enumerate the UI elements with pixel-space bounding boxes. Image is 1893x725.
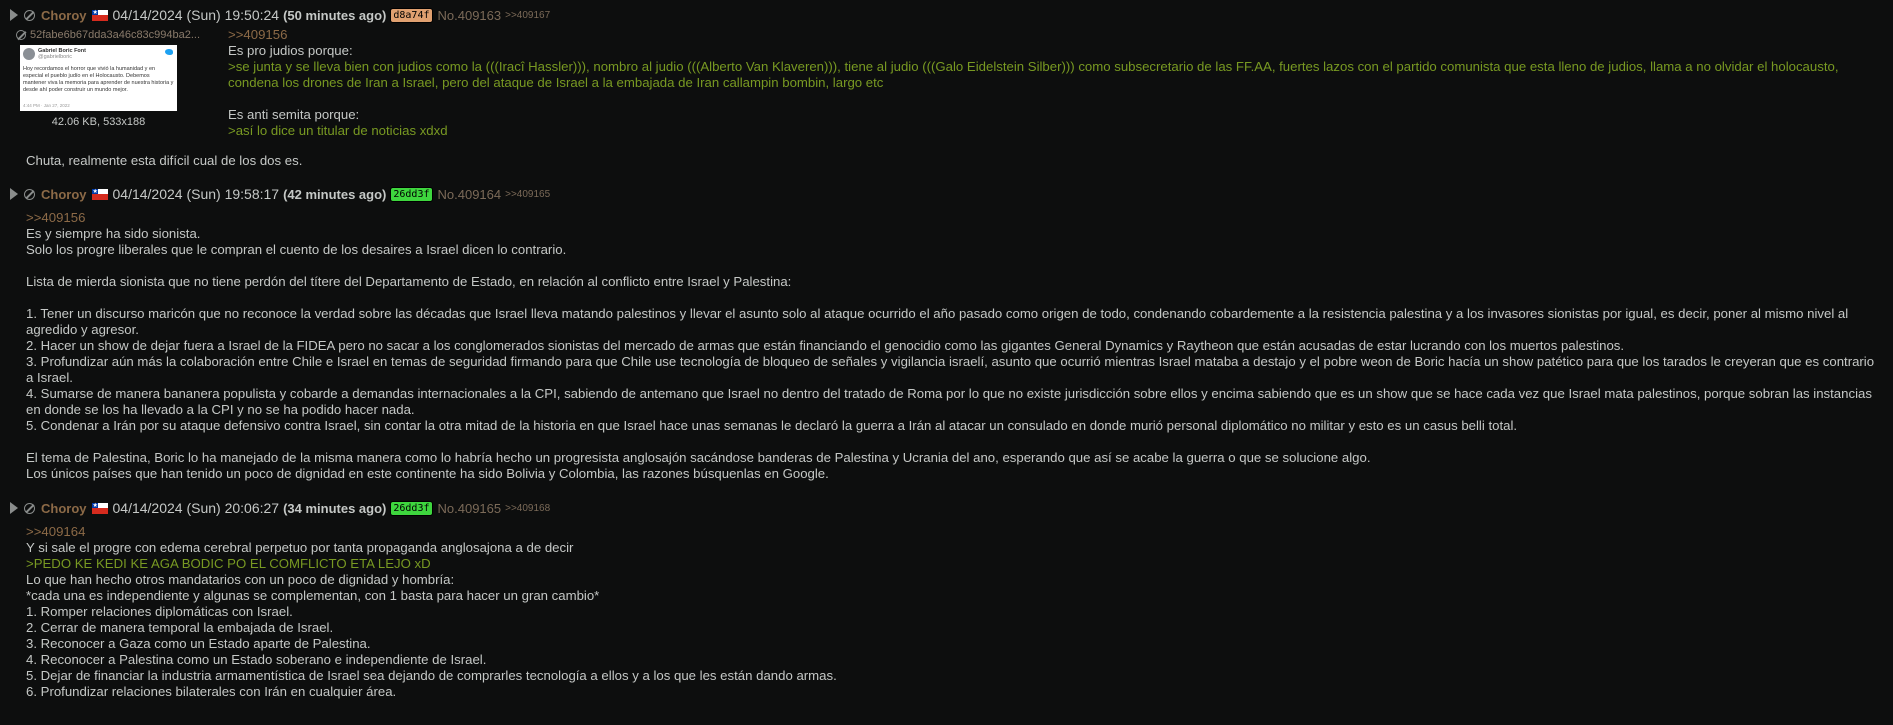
post-relative-time: (50 minutes ago) (283, 7, 387, 23)
greentext-line: >se junta y se lleva bien con judios como la (((Iracî Hassler))), nombro al judio (((Alberto Van Klaveren))), tiene al judio (((Galo Eidelstein Silber))) como subsecretario de las FF.AA, fuertes lazos con el partido comunista que esta lleno de judios, llama a no olvidar el holocausto, condena los drones de Iran a Israel, pero del ataque de Israel a la embajada de Iran callampin bombin, largo etc (228, 59, 1843, 90)
file-thumbnail[interactable] (20, 45, 177, 111)
post (0, 0, 1893, 174)
post-line: Solo los progre liberales que le compran el cuento de los desaires a Israel dicen lo contrario. (26, 242, 567, 257)
post-line: Los únicos países que han tenido un poco de dignidad en este continente ha sido Bolivia y Colombia, las razones búsquenlas en Google. (26, 466, 829, 481)
chile-flag-icon: ★ (92, 503, 108, 514)
backlink[interactable]: >>409168 (505, 502, 551, 514)
post (0, 488, 1893, 706)
hide-file-icon[interactable] (16, 30, 26, 40)
post-datetime: 04/14/2024 (Sun) 20:06:27 (112, 500, 280, 516)
post-file (16, 29, 216, 128)
post-datetime: 04/14/2024 (Sun) 19:50:24 (112, 7, 280, 23)
post-line: Lo que han hecho otros mandatarios con un poco de dignidad y hombría: (26, 572, 455, 587)
post-line: 6. Profundizar relaciones bilaterales con Irán en cualquier área. (26, 684, 397, 699)
blank-line (10, 91, 1881, 107)
poster-id[interactable]: 26dd3f (390, 187, 432, 202)
post-body (10, 204, 1881, 482)
post-line: Es pro judios porque: (228, 43, 353, 58)
post-line: 1. Tener un discurso maricón que no reconoce la verdad sobre las décadas que Israel lleva matando palestinos y llevar el asunto solo al ataque ocurrido el año pasado como origen de todo, condenando cobardemente a la resistencia palestina y a los invasores sionistas por igual, es decir, poner al mismo nivel al agredido y agresor. (26, 306, 1852, 337)
post-line: Es y siempre ha sido sionista. (26, 226, 201, 241)
post (0, 174, 1893, 488)
post-body (10, 25, 1881, 139)
blank-line (26, 290, 1881, 306)
post-line: 4. Sumarse de manera bananera populista y cobarde a demandas internacionales a la CPI, sabiendo de antemano que Israel no dentro del tratado de Roma por lo que no existe jurisdicción sobre ellos y encima sabiendo que es un show que se hace cada vez que Israel mata palestinos, porque sobran las instancias en donde se los ha llevado a la CPI y no se ha podido hacer nada. (26, 386, 1876, 417)
blank-line (26, 258, 1881, 274)
hide-post-icon[interactable] (24, 503, 35, 514)
post-relative-time: (42 minutes ago) (283, 186, 387, 202)
post-number[interactable]: No.409163 (437, 7, 502, 23)
poster-name: Choroy (41, 186, 87, 202)
post-header (10, 5, 1881, 25)
tweet-user: Gabriel Boric Font (38, 48, 86, 54)
quote-link[interactable]: >>409156 (26, 210, 86, 225)
twitter-bird-icon (165, 49, 173, 55)
file-name[interactable]: 52fabe6b67dda3a46c83c994ba2... (30, 29, 201, 41)
post-line: 4. Reconocer a Palestina como un Estado soberano e independiente de Israel. (26, 652, 487, 667)
post-header (10, 184, 1881, 204)
post-line: Es anti semita porque: (228, 107, 360, 122)
post-line: 3. Profundizar aún más la colaboración entre Chile e Israel en temas de seguridad firmando para que Chile use tecnología de bloqueo de señales y vigilancia israelí, asunto que ocurrió mientras Israel mataba a destajo y el pobre weon de Boric hacía un show patético para que los tarados le creyeran que es contrario a Israel. (26, 354, 1878, 385)
post-line: Lista de mierda sionista que no tiene perdón del títere del Departamento de Estado, en relación al conflicto entre Israel y Palestina: (26, 274, 792, 289)
file-name-row (16, 29, 216, 41)
tweet-handle: @gabrielboric (38, 54, 73, 60)
quote-link[interactable]: >>409156 (228, 27, 288, 42)
greentext-line: >PEDO KE KEDI KE AGA BODIC PO EL COMFLICTO ETA LEJO xD (26, 556, 431, 571)
poster-id[interactable]: d8a74f (390, 8, 432, 23)
blank-line (26, 434, 1881, 450)
tweet-text: Hoy recordamos el horror que vivió la humanidad y en especial el pueblo judío en el Holocausto. Debemos mantener viva la memoria para aprender de nuestra historia y desde ahí poder construir un mundo mejor. (23, 66, 174, 93)
expand-triangle-icon[interactable] (10, 188, 18, 200)
post-number[interactable]: No.409164 (437, 186, 502, 202)
tweet-avatar (23, 48, 35, 60)
post-line: 3. Reconocer a Gaza como un Estado aparte de Palestina. (26, 636, 371, 651)
post-line: 1. Romper relaciones diplomáticas con Israel. (26, 604, 293, 619)
post-header (10, 498, 1881, 518)
tweet-meta: 4:44 PM · Jan 27, 2022 (23, 103, 70, 108)
post-line: 5. Condenar a Irán por su ataque defensivo contra Israel, sin contar la otra mitad de la historia en que Israel hace unas semanas le declaró la guerra a Irán al atacar un consulado en donde murió personal diplomático no militar y esto es un casus belli total. (26, 418, 1518, 433)
post-line: *cada una es independiente y algunas se complementan, con 1 basta para hacer un gran cambio* (26, 588, 600, 603)
chile-flag-icon: ★ (92, 10, 108, 21)
post-line: Chuta, realmente esta difícil cual de los dos es. (26, 153, 303, 168)
backlink[interactable]: >>409165 (505, 188, 551, 200)
expand-triangle-icon[interactable] (10, 502, 18, 514)
post-datetime: 04/14/2024 (Sun) 19:58:17 (112, 186, 280, 202)
post-line: 2. Hacer un show de dejar fuera a Israel de la FIDEA pero no sacar a los conglomerados sionistas del mercado de armas que están financiando el genocidio como las gigantes General Dynamics y Raytheon que están acusadas de estar lucrando con los muertos palestinos. (26, 338, 1625, 353)
file-info: 42.06 KB, 533x188 (51, 116, 146, 128)
poster-id[interactable]: 26dd3f (390, 501, 432, 516)
backlink[interactable]: >>409167 (505, 9, 551, 21)
greentext-line: >así lo dice un titular de noticias xdxd (228, 123, 448, 138)
poster-name: Choroy (41, 500, 87, 516)
quote-link[interactable]: >>409164 (26, 524, 86, 539)
hide-post-icon[interactable] (24, 10, 35, 21)
post-relative-time: (34 minutes ago) (283, 500, 387, 516)
post-number[interactable]: No.409165 (437, 500, 502, 516)
post-line: El tema de Palestina, Boric lo ha manejado de la misma manera como lo habría hecho un progresista anglosajón sacándose banderas de Palestina y Ucrania del ano, esperando que así se acabe la guerra o que se solucione algo. (26, 450, 1371, 465)
post-body (10, 518, 1881, 700)
chile-flag-icon: ★ (92, 189, 108, 200)
post-line: Y si sale el progre con edema cerebral perpetuo por tanta propaganda anglosajona a de decir (26, 540, 574, 555)
expand-triangle-icon[interactable] (10, 9, 18, 21)
post-line: 5. Dejar de financiar la industria armamentística de Israel sea dejando de comprarles tecnología a ellos y a los que les están dando armas. (26, 668, 837, 683)
hide-post-icon[interactable] (24, 189, 35, 200)
poster-name: Choroy (41, 7, 87, 23)
post-line: 2. Cerrar de manera temporal la embajada de Israel. (26, 620, 334, 635)
